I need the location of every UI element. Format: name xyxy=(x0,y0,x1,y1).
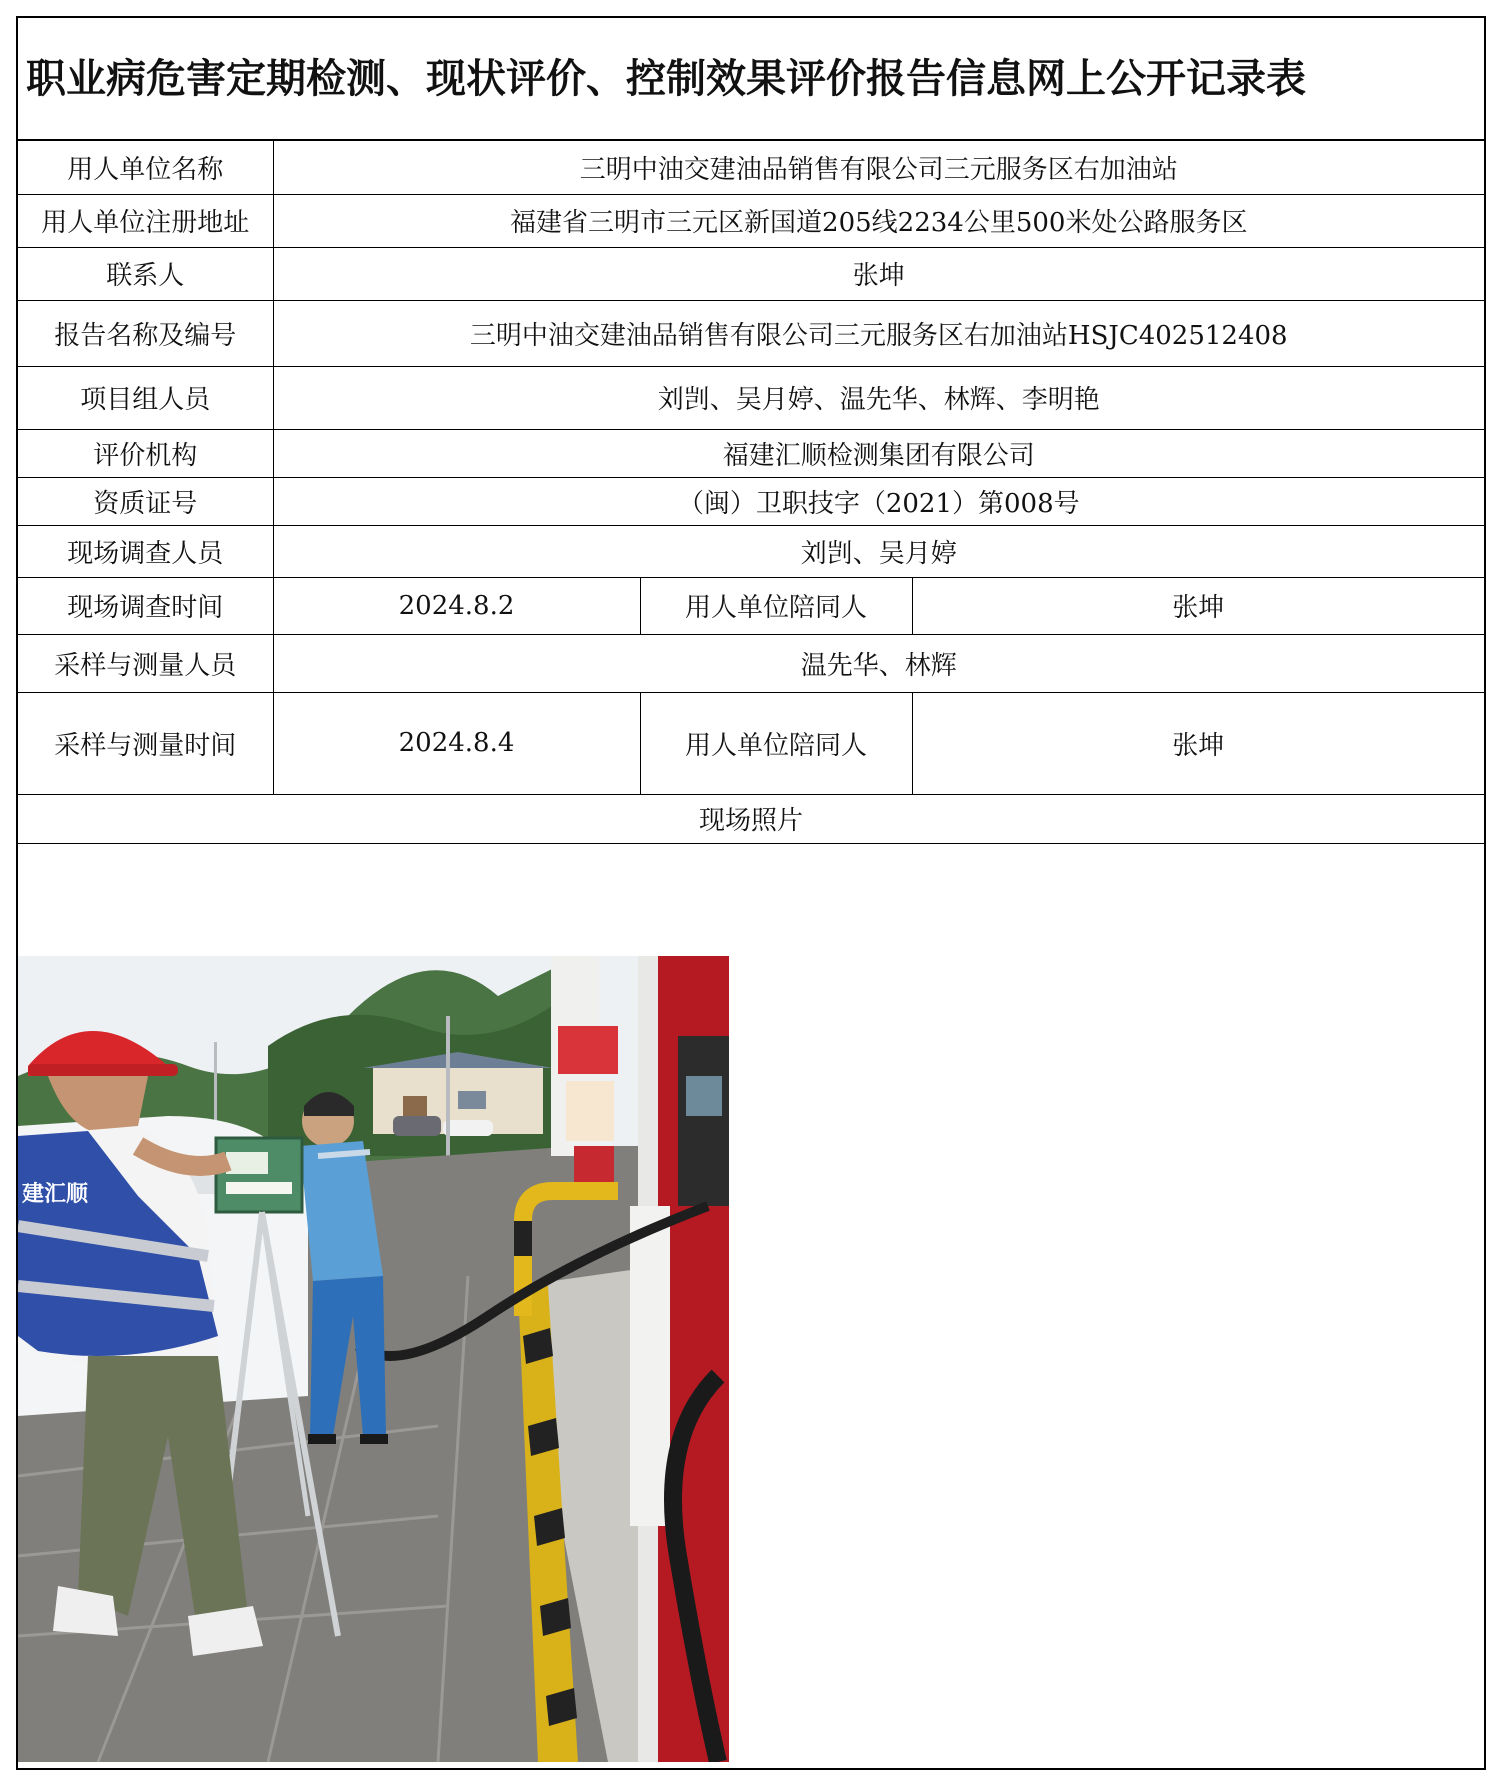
table-row xyxy=(18,247,1484,300)
table-row xyxy=(18,794,1484,843)
vest-logo-text: 建汇顺 xyxy=(22,1182,89,1207)
site-photo xyxy=(18,956,729,1762)
sampling-companion-value: 张坤 xyxy=(912,692,1484,794)
site-investigators-value: 刘剀、吴月婷 xyxy=(273,525,1484,577)
sampling-staff-label: 采样与测量人员 xyxy=(18,634,273,692)
team-label: 项目组人员 xyxy=(18,366,273,429)
table-row xyxy=(18,477,1484,525)
table-row xyxy=(18,577,1484,634)
sampling-time-label: 采样与测量时间 xyxy=(18,692,273,794)
table-row xyxy=(18,525,1484,577)
table-row xyxy=(18,300,1484,366)
report-label: 报告名称及编号 xyxy=(18,300,273,366)
site-time-value: 2024.8.2 xyxy=(273,577,640,634)
site-companion-value: 张坤 xyxy=(912,577,1484,634)
sampling-staff-value: 温先华、林辉 xyxy=(273,634,1484,692)
table-row xyxy=(18,429,1484,477)
agency-label: 评价机构 xyxy=(18,429,273,477)
table-row xyxy=(18,194,1484,247)
agency-value: 福建汇顺检测集团有限公司 xyxy=(273,429,1484,477)
employer-address-value: 福建省三明市三元区新国道205线2234公里500米处公路服务区 xyxy=(273,194,1484,247)
employer-name-value: 三明中油交建油品销售有限公司三元服务区右加油站 xyxy=(273,141,1484,194)
site-investigators-label: 现场调查人员 xyxy=(18,525,273,577)
certificate-value: （闽）卫职技字（2021）第008号 xyxy=(273,477,1484,525)
record-sheet xyxy=(16,16,1486,1770)
page-title: 职业病危害定期检测、现状评价、控制效果评价报告信息网上公开记录表 xyxy=(18,18,1484,141)
certificate-label: 资质证号 xyxy=(18,477,273,525)
record-table xyxy=(18,141,1484,844)
sampling-companion-label: 用人单位陪同人 xyxy=(640,692,912,794)
sampling-time-value: 2024.8.4 xyxy=(273,692,640,794)
table-row xyxy=(18,366,1484,429)
employer-name-label: 用人单位名称 xyxy=(18,141,273,194)
contact-label: 联系人 xyxy=(18,247,273,300)
photo-blank-area xyxy=(729,956,1484,1762)
site-companion-label: 用人单位陪同人 xyxy=(640,577,912,634)
table-row xyxy=(18,634,1484,692)
employer-address-label: 用人单位注册地址 xyxy=(18,194,273,247)
table-row xyxy=(18,692,1484,794)
site-time-label: 现场调查时间 xyxy=(18,577,273,634)
report-value: 三明中油交建油品销售有限公司三元服务区右加油站HSJC402512408 xyxy=(273,300,1484,366)
photos-header: 现场照片 xyxy=(18,794,1484,843)
team-value: 刘剀、吴月婷、温先华、林辉、李明艳 xyxy=(273,366,1484,429)
contact-value: 张坤 xyxy=(273,247,1484,300)
table-row xyxy=(18,141,1484,194)
